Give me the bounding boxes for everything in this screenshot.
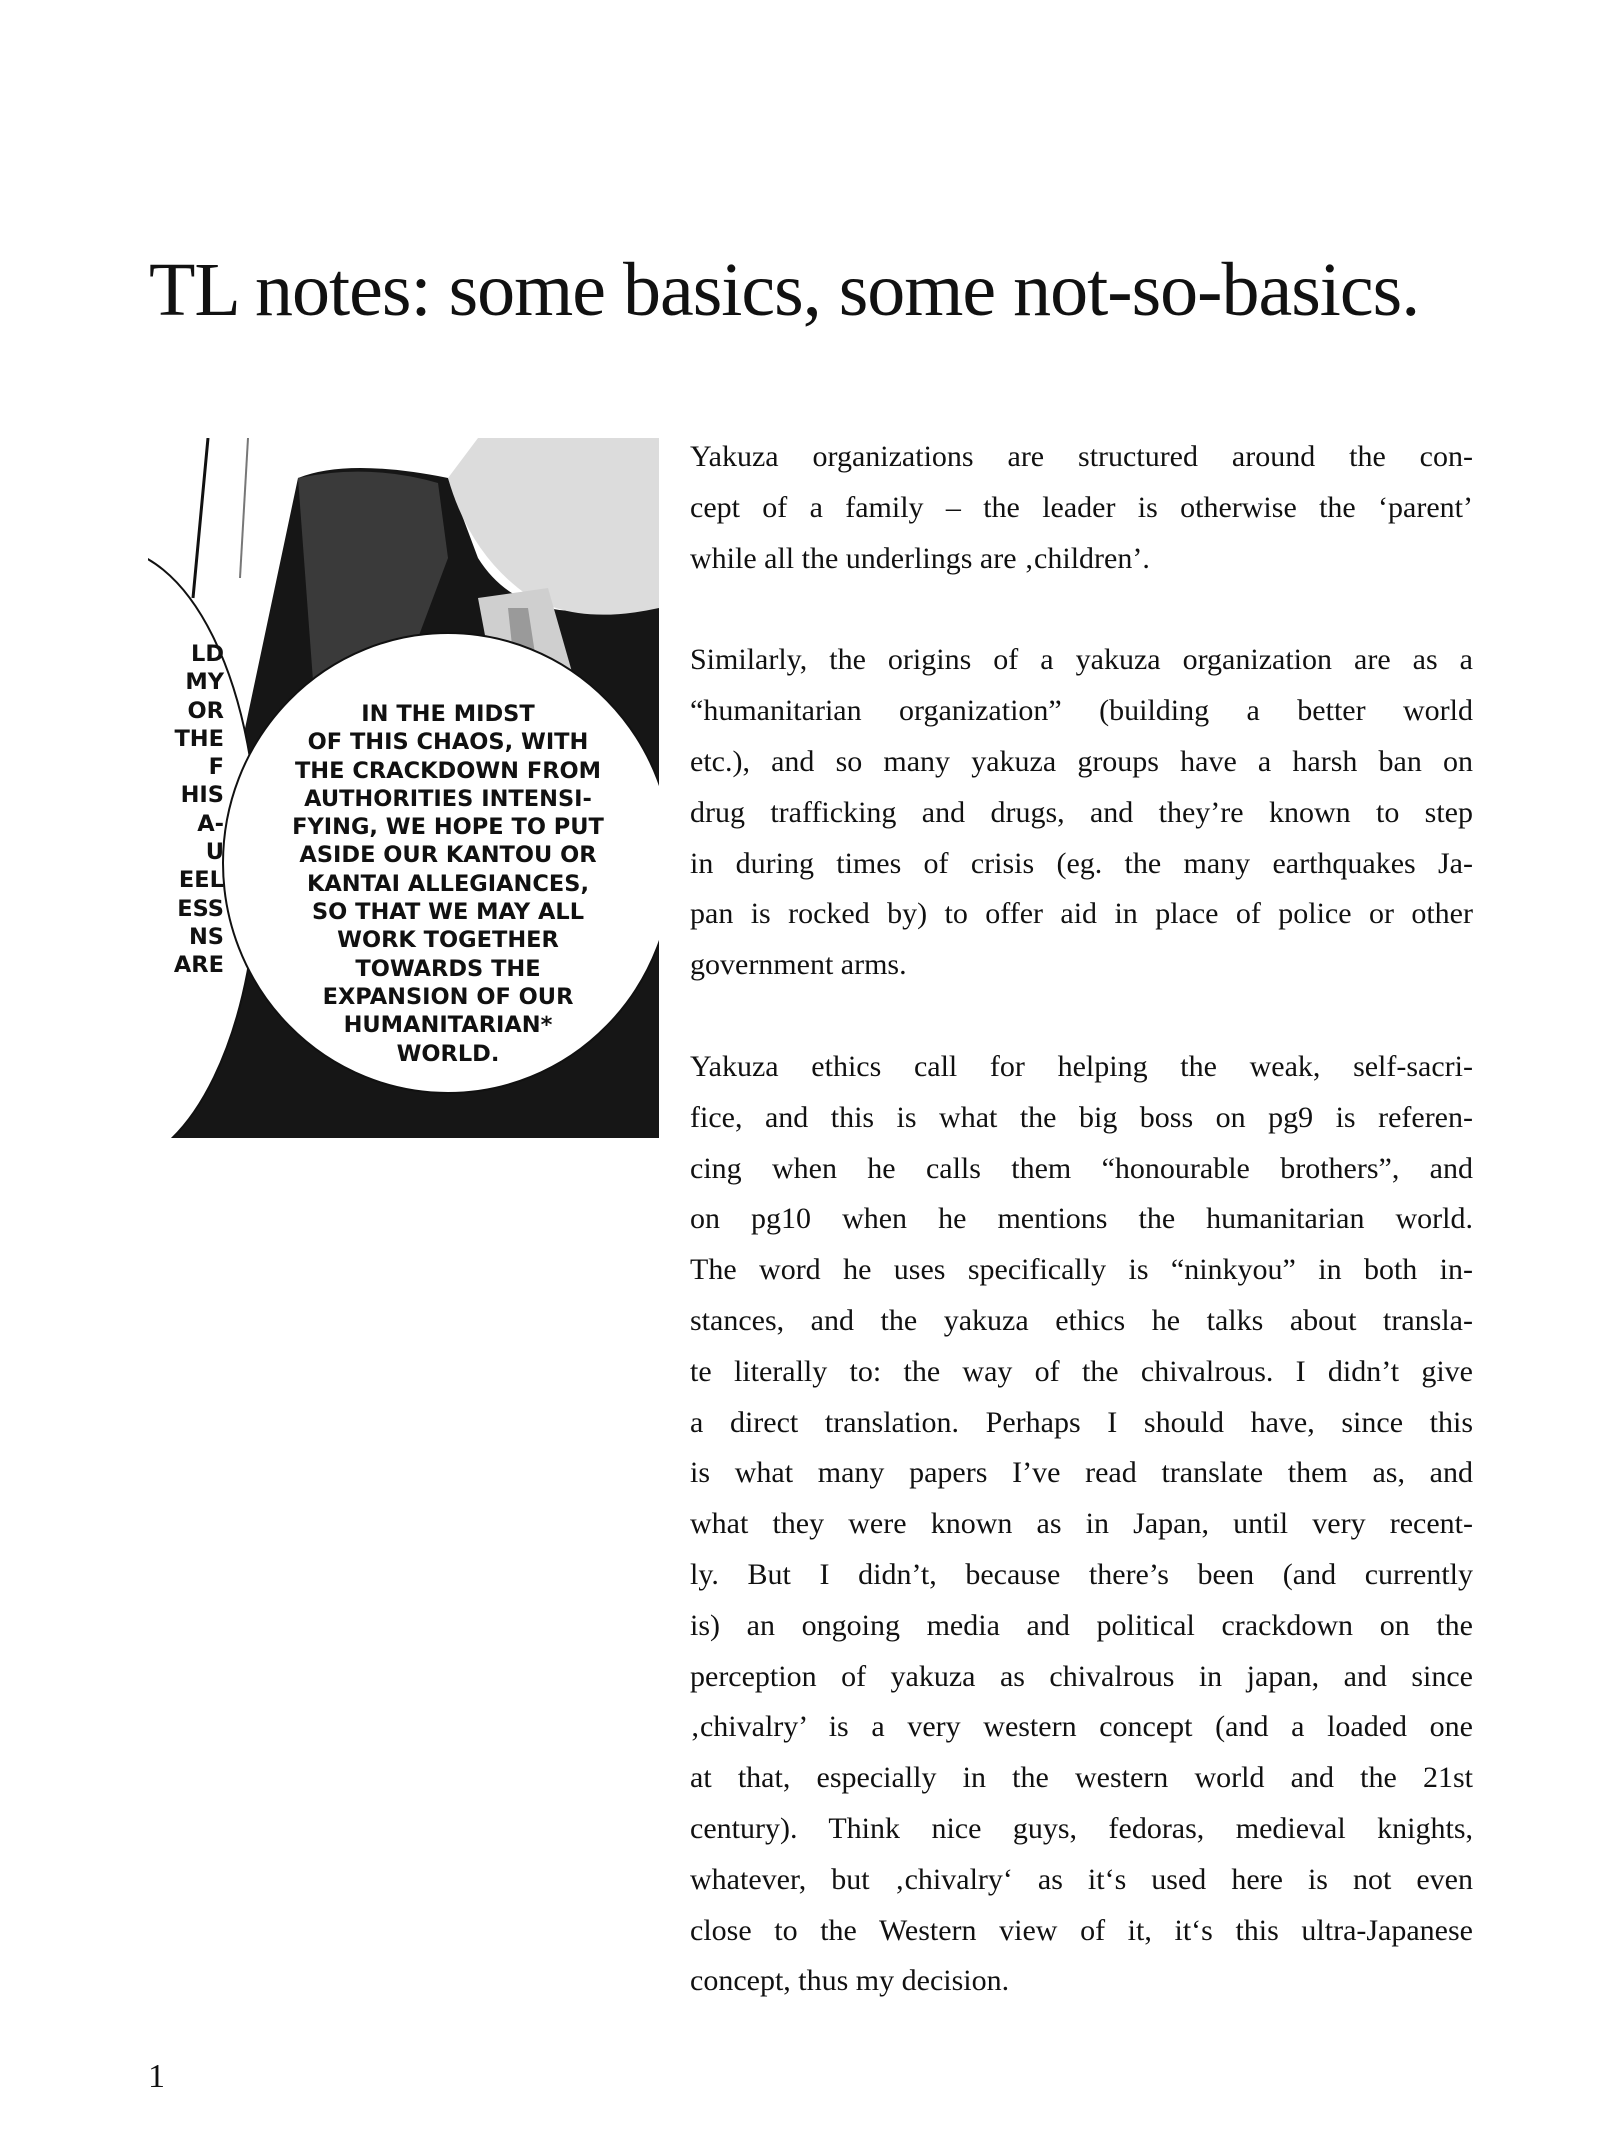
text-line: drug trafficking and drugs, and they’re known to step: [690, 795, 1473, 829]
body-text: [690, 432, 1473, 2058]
text-line: perception of yakuza as chivalrous in japan, and since: [690, 1659, 1473, 1693]
text-line: a direct translation. Perhaps I should have, since this: [690, 1405, 1473, 1439]
text-line: Similarly, the origins of a yakuza organization are as a: [690, 643, 1473, 677]
paragraph: [690, 1042, 1473, 2007]
text-line: century). Think nice guys, fedoras, medieval knights,: [690, 1811, 1473, 1845]
text-line: is what many papers I’ve read translate them as, and: [690, 1456, 1473, 1490]
paragraph: [690, 635, 1473, 991]
text-line: whatever, but ‚chivalry‘ as it‘s used here is not even: [690, 1862, 1473, 1896]
text-line: cing when he calls them “honourable brothers”, and: [690, 1151, 1473, 1185]
text-line: close to the Western view of it, it‘s this ultra-Japanese: [690, 1913, 1473, 1947]
paragraph: [690, 432, 1473, 584]
page-title: TL notes: some basics, some not-so-basics.: [149, 248, 1420, 332]
text-line: government arms.: [690, 948, 907, 982]
page-number: 1: [148, 2058, 165, 2095]
text-line: te literally to: the way of the chivalrous. I didn’t give: [690, 1354, 1473, 1388]
partial-speech-bubble-text: LD MY OR THE F HIS A- U EEL ESS NS ARE: [173, 641, 224, 979]
text-line: cept of a family – the leader is otherwise the ‘parent’: [690, 490, 1473, 524]
text-line: fice, and this is what the big boss on pg9 is referen-: [690, 1100, 1473, 1134]
speech-bubble-text: IN THE MIDST OF THIS CHAOS, WITH THE CRACKDOWN FROM AUTHORITIES INTENSI- FYING, WE HOPE TO PUT ASIDE OUR KANTOU OR KANTAI ALLEGIANCES, SO THAT WE MAY ALL WORK TOGETHER TOWARDS THE EXPANSION OF OUR HUMANITARIAN* WORLD.: [292, 701, 604, 1067]
text-line: at that, especially in the western world and the 21st: [690, 1761, 1473, 1795]
text-line: stances, and the yakuza ethics he talks about transla-: [690, 1303, 1473, 1337]
text-line: ly. But I didn’t, because there’s been (and currently: [690, 1557, 1473, 1591]
text-line: “humanitarian organization” (building a better world: [690, 694, 1473, 728]
text-line: Yakuza ethics call for helping the weak, self-sacri-: [690, 1049, 1473, 1083]
text-line: Yakuza organizations are structured around the con-: [690, 440, 1473, 473]
text-line: The word he uses specifically is “ninkyou” in both in-: [690, 1253, 1473, 1287]
text-line: on pg10 when he mentions the humanitarian world.: [690, 1202, 1473, 1236]
text-line: while all the underlings are ‚children’.: [690, 541, 1150, 575]
text-line: ‚chivalry’ is a very western concept (and a loaded one: [690, 1710, 1473, 1744]
text-line: pan is rocked by) to offer aid in place of police or other: [690, 897, 1473, 931]
text-line: what they were known as in Japan, until very recent-: [690, 1507, 1473, 1541]
text-line: etc.), and so many yakuza groups have a harsh ban on: [690, 744, 1473, 778]
manga-panel-image: [148, 438, 659, 1138]
text-line: is) an ongoing media and political crackdown on the: [690, 1608, 1473, 1642]
text-line: in during times of crisis (eg. the many earthquakes Ja-: [690, 846, 1473, 880]
text-line: concept, thus my decision.: [690, 1964, 1010, 1998]
